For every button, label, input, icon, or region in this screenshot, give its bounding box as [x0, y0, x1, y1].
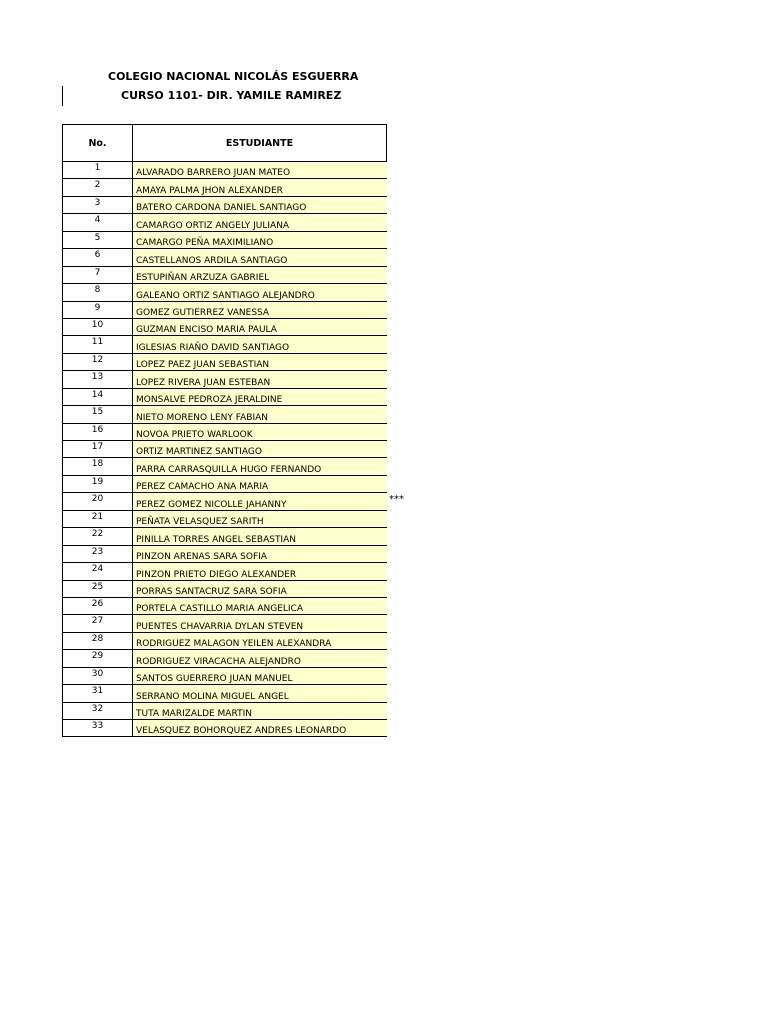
row-number-cell: 23 [63, 545, 133, 562]
table-row [63, 371, 387, 388]
table-row [63, 650, 387, 667]
row-number-cell: 7 [63, 266, 133, 283]
table-row [63, 632, 387, 649]
student-name-cell[interactable]: PINZON PRIETO DIEGO ALEXANDER [133, 563, 387, 580]
table-row [63, 353, 387, 370]
student-name-cell[interactable]: VELASQUEZ BOHORQUEZ ANDRES LEONARDO [133, 720, 387, 737]
row-number-cell: 17 [63, 441, 133, 458]
student-name-cell[interactable]: NIETO MORENO LENY FABIAN [133, 406, 387, 423]
school-title: COLEGIO NACIONAL NICOLÁS ESGUERRA [108, 70, 359, 83]
row-number-cell: 14 [63, 388, 133, 405]
course-title: CURSO 1101- DIR. YAMILE RAMIREZ [121, 89, 342, 102]
column-header-student: ESTUDIANTE [133, 125, 387, 162]
table-row [63, 510, 387, 527]
student-name-cell[interactable]: SERRANO MOLINA MIGUEL ANGEL [133, 685, 387, 702]
row-note-marker: *** [389, 494, 404, 505]
student-name-cell[interactable]: ALVARADO BARRERO JUAN MATEO [133, 162, 387, 179]
student-roster-table [62, 124, 387, 737]
table-row [63, 597, 387, 614]
row-number-cell: 25 [63, 580, 133, 597]
table-row [63, 284, 387, 301]
student-name-cell[interactable]: LOPEZ PAEZ JUAN SEBASTIAN [133, 353, 387, 370]
row-number-cell: 4 [63, 214, 133, 231]
table-row [63, 423, 387, 440]
student-name-cell[interactable]: PORRAS SANTACRUZ SARA SOFIA [133, 580, 387, 597]
student-name-cell[interactable]: MONSALVE PEDROZA JERALDINE [133, 388, 387, 405]
row-number-cell: 16 [63, 423, 133, 440]
table-row [63, 493, 387, 510]
table-row [63, 179, 387, 196]
text-cursor-mark [62, 86, 63, 106]
student-name-cell[interactable]: CASTELLANOS ARDILA SANTIAGO [133, 249, 387, 266]
row-number-cell: 20 [63, 493, 133, 510]
table-row [63, 231, 387, 248]
row-number-cell: 32 [63, 702, 133, 719]
row-number-cell: 15 [63, 406, 133, 423]
row-number-cell: 3 [63, 196, 133, 213]
row-number-cell: 11 [63, 336, 133, 353]
table-row [63, 301, 387, 318]
row-number-cell: 24 [63, 563, 133, 580]
student-name-cell[interactable]: PINILLA TORRES ANGEL SEBASTIAN [133, 528, 387, 545]
table-row [63, 528, 387, 545]
table-row [63, 336, 387, 353]
table-row [63, 162, 387, 179]
row-number-cell: 1 [63, 162, 133, 179]
table-body [63, 162, 387, 737]
table-row [63, 475, 387, 492]
row-number-cell: 10 [63, 318, 133, 335]
student-name-cell[interactable]: ORTIZ MARTINEZ SANTIAGO [133, 441, 387, 458]
student-name-cell[interactable]: SANTOS GUERRERO JUAN MANUEL [133, 667, 387, 684]
table-row [63, 196, 387, 213]
student-name-cell[interactable]: BATERO CARDONA DANIEL SANTIAGO [133, 196, 387, 213]
student-name-cell[interactable]: PARRA CARRASQUILLA HUGO FERNANDO [133, 458, 387, 475]
student-name-cell[interactable]: CAMARGO ORTIZ ANGELY JULIANA [133, 214, 387, 231]
student-name-cell[interactable]: PEÑATA VELASQUEZ SARITH [133, 510, 387, 527]
row-number-cell: 27 [63, 615, 133, 632]
row-number-cell: 31 [63, 685, 133, 702]
student-name-cell[interactable]: RODRIGUEZ MALAGON YEILEN ALEXANDRA [133, 632, 387, 649]
student-name-cell[interactable]: GUZMAN ENCISO MARIA PAULA [133, 318, 387, 335]
student-name-cell[interactable]: TUTA MARIZALDE MARTIN [133, 702, 387, 719]
row-number-cell: 29 [63, 650, 133, 667]
row-number-cell: 2 [63, 179, 133, 196]
row-number-cell: 8 [63, 284, 133, 301]
student-name-cell[interactable]: PUENTES CHAVARRIA DYLAN STEVEN [133, 615, 387, 632]
student-name-cell[interactable]: PEREZ CAMACHO ANA MARIA [133, 475, 387, 492]
student-name-cell[interactable]: ESTUPIÑAN ARZUZA GABRIEL [133, 266, 387, 283]
student-name-cell[interactable]: LOPEZ RIVERA JUAN ESTEBAN [133, 371, 387, 388]
row-number-cell: 21 [63, 510, 133, 527]
row-number-cell: 30 [63, 667, 133, 684]
student-name-cell[interactable]: PINZON ARENAS SARA SOFIA [133, 545, 387, 562]
row-number-cell: 5 [63, 231, 133, 248]
row-number-cell: 26 [63, 597, 133, 614]
table-row [63, 615, 387, 632]
table-row [63, 702, 387, 719]
row-number-cell: 12 [63, 353, 133, 370]
student-name-cell[interactable]: GOMEZ GUTIERREZ VANESSA [133, 301, 387, 318]
table-row [63, 388, 387, 405]
table-row [63, 580, 387, 597]
table-row [63, 318, 387, 335]
column-header-number: No. [63, 125, 133, 162]
row-number-cell: 22 [63, 528, 133, 545]
row-number-cell: 13 [63, 371, 133, 388]
table-row [63, 441, 387, 458]
table-row [63, 563, 387, 580]
student-name-cell[interactable]: CAMARGO PEÑA MAXIMILIANO [133, 231, 387, 248]
row-number-cell: 18 [63, 458, 133, 475]
row-number-cell: 19 [63, 475, 133, 492]
row-number-cell: 33 [63, 720, 133, 737]
row-number-cell: 28 [63, 632, 133, 649]
table-row [63, 266, 387, 283]
table-row [63, 720, 387, 737]
student-name-cell[interactable]: RODRIGUEZ VIRACACHA ALEJANDRO [133, 650, 387, 667]
table-row [63, 406, 387, 423]
table-row [63, 249, 387, 266]
table-row [63, 545, 387, 562]
table-row [63, 685, 387, 702]
table-row [63, 667, 387, 684]
table-row [63, 458, 387, 475]
student-name-cell[interactable]: PORTELA CASTILLO MARIA ANGELICA [133, 597, 387, 614]
table-row [63, 214, 387, 231]
student-name-cell[interactable]: IGLESIAS RIAÑO DAVID SANTIAGO [133, 336, 387, 353]
student-name-cell[interactable]: NOVOA PRIETO WARLOOK [133, 423, 387, 440]
student-name-cell[interactable]: PEREZ GOMEZ NICOLLE JAHANNY [133, 493, 387, 510]
row-number-cell: 9 [63, 301, 133, 318]
row-number-cell: 6 [63, 249, 133, 266]
student-name-cell[interactable]: AMAYA PALMA JHON ALEXANDER [133, 179, 387, 196]
student-name-cell[interactable]: GALEANO ORTIZ SANTIAGO ALEJANDRO [133, 284, 387, 301]
table-header-row [63, 125, 387, 162]
